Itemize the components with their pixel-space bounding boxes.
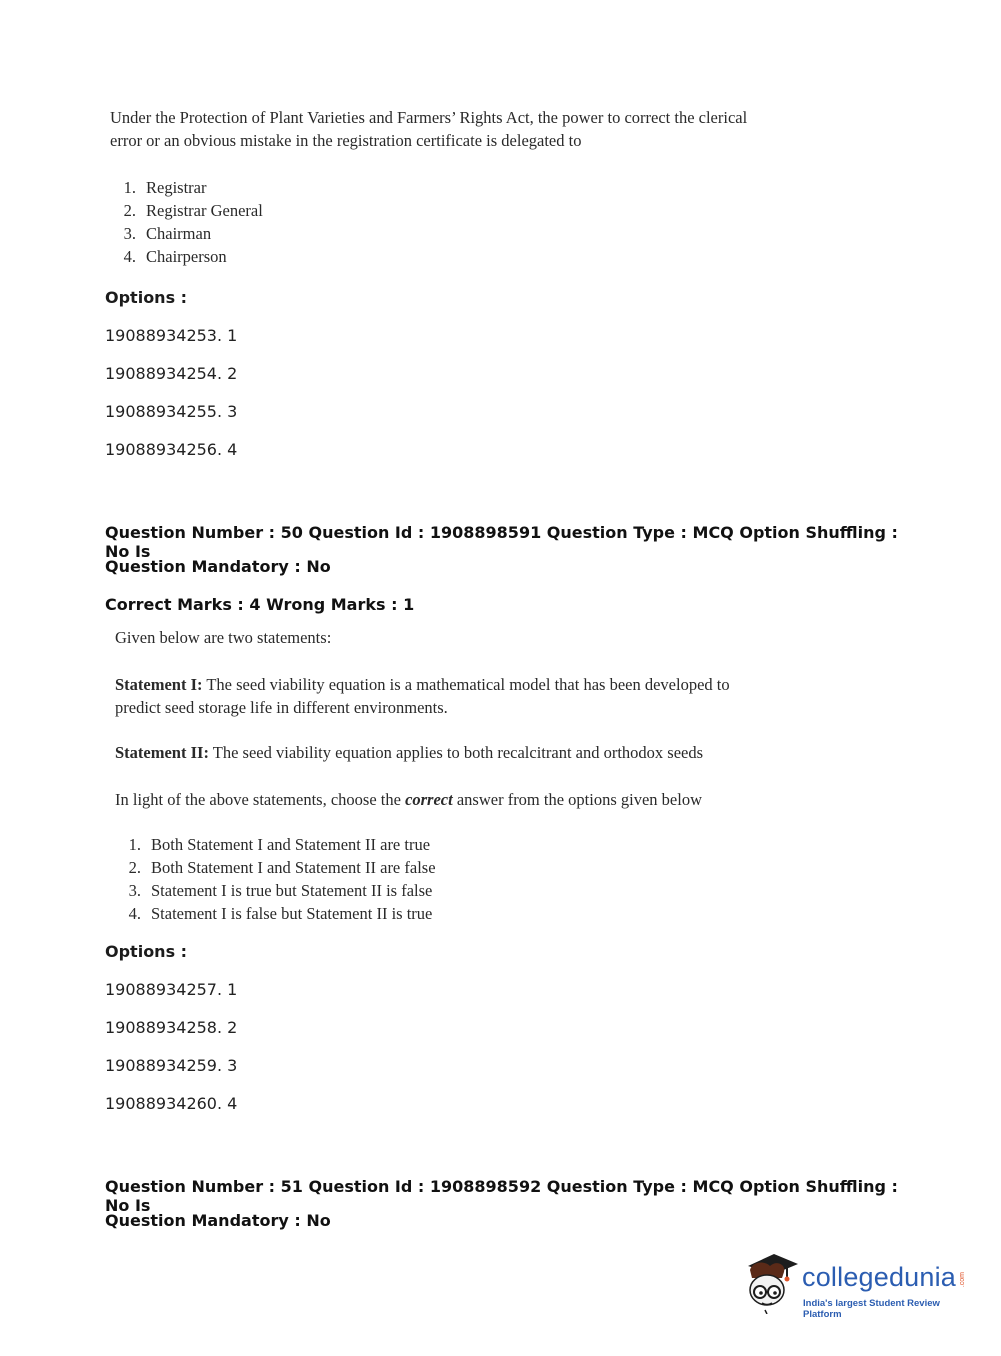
q51-meta-line-2: Question Mandatory : No bbox=[105, 1211, 331, 1230]
q50-meta-line-2: Question Mandatory : No bbox=[105, 557, 331, 576]
q50-choice-4: 4. Statement I is false but Statement II is true bbox=[128, 904, 433, 923]
logo-wordmark: collegedunia bbox=[802, 1262, 957, 1292]
q50-intro: Given below are two statements: bbox=[115, 628, 332, 647]
q50-meta-line-1: Question Number : 50 Question Id : 1908898591 Question Type : MCQ Option Shuffling : No Is bbox=[105, 523, 898, 561]
q50-option-2: 19088934258. 2 bbox=[105, 1018, 238, 1037]
q50-instruction-emphasis: correct bbox=[405, 790, 453, 809]
logo-tagline: India's largest Student Review Platform bbox=[803, 1298, 940, 1320]
q49-choice-2: 2. Registrar General bbox=[123, 201, 263, 220]
q49-question-text bbox=[110, 106, 750, 152]
q50-statement-1-text-cont: predict seed storage life in different environments. bbox=[115, 698, 448, 717]
q49-option-4: 19088934256. 4 bbox=[105, 440, 238, 459]
collegedunia-logo bbox=[740, 1248, 970, 1318]
q50-choice-3: 3. Statement I is true but Statement II is false bbox=[128, 881, 433, 900]
q50-option-4: 19088934260. 4 bbox=[105, 1094, 238, 1113]
q50-options-label: Options : bbox=[105, 942, 188, 961]
q49-option-1: 19088934253. 1 bbox=[105, 326, 238, 345]
q50-statement-2 bbox=[115, 741, 755, 764]
q50-choice-1: 1. Both Statement I and Statement II are true bbox=[128, 835, 431, 854]
q50-statement-2-text: The seed viability equation applies to both recalcitrant and orthodox seeds bbox=[208, 743, 704, 762]
q50-statement-2-label: Statement II: bbox=[115, 743, 209, 762]
logo-domain-suffix: .com bbox=[959, 1272, 966, 1288]
q50-choice-2: 2. Both Statement I and Statement II are false bbox=[128, 858, 436, 877]
q49-options-label: Options : bbox=[105, 288, 188, 307]
q49-option-3: 19088934255. 3 bbox=[105, 402, 238, 421]
q50-marks: Correct Marks : 4 Wrong Marks : 1 bbox=[105, 595, 415, 614]
q49-choice-3: 3. Chairman bbox=[123, 224, 212, 243]
q50-instruction: In light of the above statements, choose the correct answer from the options given below bbox=[115, 790, 702, 809]
q49-question-line-2: error or an obvious mistake in the registration certificate is delegated to bbox=[110, 131, 582, 150]
q49-choice-1: 1. Registrar bbox=[123, 178, 207, 197]
q50-statement-1-label: Statement I: bbox=[115, 675, 203, 694]
mascot-icon bbox=[740, 1248, 802, 1314]
q49-choice-4: 4. Chairperson bbox=[123, 247, 227, 266]
q50-option-3: 19088934259. 3 bbox=[105, 1056, 238, 1075]
q49-question-line-1: Under the Protection of Plant Varieties and Farmers’ Rights Act, the power to correct the clerical bbox=[110, 108, 748, 127]
q49-choice-list bbox=[112, 176, 263, 268]
q50-statement-1-text: The seed viability equation is a mathematical model that has been developed to bbox=[202, 675, 730, 694]
q50-choice-list bbox=[117, 833, 436, 925]
q49-option-2: 19088934254. 2 bbox=[105, 364, 238, 383]
q51-meta-line-1: Question Number : 51 Question Id : 1908898592 Question Type : MCQ Option Shuffling : No Is bbox=[105, 1177, 898, 1215]
q50-statement-1 bbox=[115, 673, 755, 719]
q50-option-1: 19088934257. 1 bbox=[105, 980, 238, 999]
